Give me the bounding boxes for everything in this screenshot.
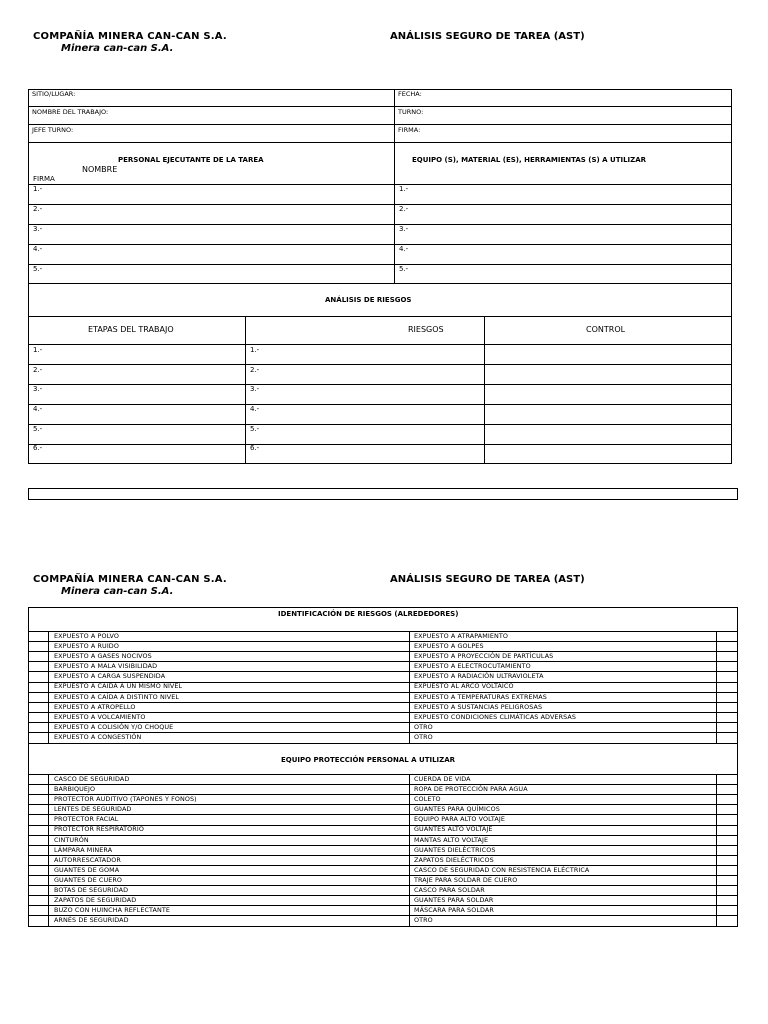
- info-table: [28, 89, 732, 143]
- checklist-item[interactable]: BUZO CON HUINCHA REFLECTANTE: [54, 906, 171, 915]
- checklist-item[interactable]: ZAPATOS DIELÉCTRICOS: [414, 855, 494, 864]
- identificacion-left-list: [54, 631, 182, 742]
- jefe-turno-field[interactable]: JEFE TURNO:: [32, 126, 74, 134]
- checklist-item[interactable]: EXPUESTO A COLISIÓN Y/O CHOQUE: [54, 722, 174, 731]
- riesgo-row[interactable]: 2.-: [250, 366, 260, 374]
- checklist-item[interactable]: MÁSCARA PARA SOLDAR: [414, 906, 494, 915]
- col-etapas: ETAPAS DEL TRABAJO: [88, 325, 174, 334]
- checklist-item[interactable]: EXPUESTO A TEMPERATURAS EXTREMAS: [414, 692, 547, 701]
- checklist-item[interactable]: BOTAS DE SEGURIDAD: [54, 886, 129, 895]
- checklist-item[interactable]: PROTECTOR FACIAL: [54, 815, 119, 824]
- col-control: CONTROL: [586, 325, 626, 334]
- personal-header: PERSONAL EJECUTANTE DE LA TAREA: [118, 156, 264, 164]
- checklist-item[interactable]: CUERDA DE VIDA: [414, 775, 471, 783]
- checklist-item[interactable]: EXPUESTO CONDICIONES CLIMÁTICAS ADVERSAS: [414, 712, 577, 721]
- identificacion-right-list: [414, 631, 576, 742]
- fecha-field[interactable]: FECHA:: [398, 90, 422, 98]
- etapa-row[interactable]: 4.-: [33, 405, 43, 413]
- checklist-item[interactable]: OTRO: [414, 732, 433, 741]
- checklist-item[interactable]: EXPUESTO A ATRAPAMIENTO: [414, 632, 509, 640]
- document-title: ANÁLISIS SEGURO DE TAREA (AST): [390, 574, 585, 585]
- epp-header: EQUIPO PROTECCIÓN PERSONAL A UTILIZAR: [281, 756, 456, 764]
- company-name: COMPAÑÍA MINERA CAN-CAN S.A.: [33, 31, 227, 42]
- etapa-row[interactable]: 6.-: [33, 444, 43, 452]
- etapa-row[interactable]: 3.-: [33, 385, 43, 393]
- checklist-item[interactable]: EXPUESTO A GASES NOCIVOS: [54, 652, 152, 661]
- riesgos-table: [28, 283, 732, 464]
- riesgo-row[interactable]: 5.-: [250, 425, 260, 433]
- checklist-item[interactable]: EXPUESTO A GOLPES: [414, 642, 484, 651]
- checklist-item[interactable]: EXPUESTO A RUIDO: [54, 642, 119, 651]
- identificacion-header: IDENTIFICACIÓN DE RIESGOS (ALREDEDORES): [278, 610, 459, 618]
- page1-header: [33, 31, 738, 61]
- checklist-item[interactable]: GUANTES DIELÉCTRICOS: [414, 845, 496, 854]
- riesgos-header: ANÁLISIS DE RIESGOS: [325, 296, 412, 304]
- equipo-row[interactable]: 1.-: [399, 185, 409, 193]
- personal-row[interactable]: 2.-: [33, 205, 43, 213]
- checklist-item[interactable]: GUANTES DE GOMA: [54, 865, 120, 874]
- firma-field[interactable]: FIRMA:: [398, 126, 421, 134]
- checklist-item[interactable]: EXPUESTO A POLVO: [54, 632, 120, 640]
- nombre-label: NOMBRE: [82, 165, 118, 174]
- personal-row[interactable]: 3.-: [33, 225, 43, 233]
- riesgo-row[interactable]: 4.-: [250, 405, 260, 413]
- epp-right-list: [414, 774, 589, 925]
- checklist-item[interactable]: EXPUESTO A ATROPELLO: [54, 702, 136, 711]
- checklist-item[interactable]: COLETO: [414, 795, 441, 804]
- checklist-item[interactable]: LÁMPARA MINERA: [54, 845, 113, 854]
- checklist-item[interactable]: GUANTES DE CUERO: [54, 875, 123, 884]
- checklist-item[interactable]: EQUIPO PARA ALTO VOLTAJE: [414, 815, 506, 824]
- document-title: ANÁLISIS SEGURO DE TAREA (AST): [390, 31, 585, 42]
- page2-header: [33, 574, 738, 604]
- company-subtitle: Minera can-can S.A.: [61, 586, 174, 597]
- checklist-item[interactable]: EXPUESTO A MALA VISIBILIDAD: [54, 662, 158, 671]
- checklist-item[interactable]: CASCO DE SEGURIDAD CON RESISTENCIA ELÉCTRICA: [414, 865, 590, 874]
- turno-field[interactable]: TURNO:: [398, 108, 424, 116]
- checklist-item[interactable]: EXPUESTO A CAÍDA A DISTINTO NIVEL: [54, 692, 180, 701]
- personal-row[interactable]: 5.-: [33, 265, 43, 273]
- checklist-item[interactable]: OTRO: [414, 916, 433, 925]
- checklist-item[interactable]: EXPUESTO AL ARCO VOLTAICO: [414, 682, 514, 691]
- col-riesgos: RIESGOS: [408, 325, 444, 334]
- checklist-item[interactable]: EXPUESTO A CARGA SUSPENDIDA: [54, 672, 166, 681]
- checklist-item[interactable]: CASCO PARA SOLDAR: [414, 886, 485, 895]
- personal-row[interactable]: 1.-: [33, 185, 43, 193]
- etapa-row[interactable]: 1.-: [33, 346, 43, 354]
- checklist-item[interactable]: PROTECTOR AUDITIVO (TAPONES Y FONOS): [54, 795, 197, 804]
- company-subtitle: Minera can-can S.A.: [61, 43, 174, 54]
- checklist-item[interactable]: OTRO: [414, 722, 433, 731]
- checklist-item[interactable]: MANTAS ALTO VOLTAJE: [414, 835, 489, 844]
- checklist-item[interactable]: EXPUESTO A CONGESTIÓN: [54, 732, 142, 741]
- checklist-item[interactable]: GUANTES PARA SOLDAR: [414, 896, 494, 905]
- equipo-row[interactable]: 4.-: [399, 245, 409, 253]
- firma-label: FIRMA: [33, 175, 55, 183]
- checklist-item[interactable]: CASCO DE SEGURIDAD: [54, 775, 130, 783]
- etapa-row[interactable]: 5.-: [33, 425, 43, 433]
- checklist-item[interactable]: PROTECTOR RESPIRATORIO: [54, 825, 144, 834]
- riesgo-row[interactable]: 6.-: [250, 444, 260, 452]
- checklist-item[interactable]: TRAJE PARA SOLDAR DE CUERO: [414, 875, 518, 884]
- checklist-item[interactable]: LENTES DE SEGURIDAD: [54, 805, 132, 814]
- checklist-item[interactable]: EXPUESTO A ELECTROCUTAMIENTO: [414, 662, 531, 671]
- checklist-item[interactable]: EXPUESTO A VOLCAMIENTO: [54, 712, 146, 721]
- equipo-row[interactable]: 3.-: [399, 225, 409, 233]
- checklist-item[interactable]: EXPUESTO A PROYECCIÓN DE PARTÍCULAS: [414, 652, 554, 661]
- checklist-item[interactable]: EXPUESTO A RADIACIÓN ULTRAVIOLETA: [414, 672, 544, 681]
- riesgo-row[interactable]: 1.-: [250, 346, 260, 354]
- epp-left-list: [54, 774, 197, 925]
- checklist-item[interactable]: GUANTES ALTO VOLTAJE: [414, 825, 493, 834]
- personal-row[interactable]: 4.-: [33, 245, 43, 253]
- equipo-row[interactable]: 2.-: [399, 205, 409, 213]
- checklist-item[interactable]: CINTURÓN: [54, 835, 89, 844]
- empty-bar: [28, 488, 738, 500]
- company-name: COMPAÑÍA MINERA CAN-CAN S.A.: [33, 574, 227, 585]
- checklist-item[interactable]: ARNÉS DE SEGURIDAD: [54, 916, 129, 925]
- equipo-header: EQUIPO (S), MATERIAL (ES), HERRAMIENTAS (S) A UTILIZAR: [412, 156, 647, 164]
- checklist-item[interactable]: GUANTES PARA QUÍMICOS: [414, 805, 500, 814]
- etapa-row[interactable]: 2.-: [33, 366, 43, 374]
- checklist-item[interactable]: AUTORRESCATADOR: [54, 855, 121, 864]
- checklist-item[interactable]: EXPUESTO A SUSTANCIAS PELIGROSAS: [414, 702, 543, 711]
- riesgo-row[interactable]: 3.-: [250, 385, 260, 393]
- checklist-item[interactable]: ZAPATOS DE SEGURIDAD: [54, 896, 137, 905]
- equipo-row[interactable]: 5.-: [399, 265, 409, 273]
- sitio-field[interactable]: SITIO/LUGAR:: [32, 90, 76, 98]
- checklist-item[interactable]: ROPA DE PROTECCIÓN PARA AGUA: [414, 785, 528, 794]
- checklist-item[interactable]: EXPUESTO A CAÍDA A UN MISMO NIVEL: [54, 682, 183, 691]
- checklist-item[interactable]: BARBIQUEJO: [54, 785, 96, 794]
- nombre-trabajo-field[interactable]: NOMBRE DEL TRABAJO:: [32, 108, 109, 116]
